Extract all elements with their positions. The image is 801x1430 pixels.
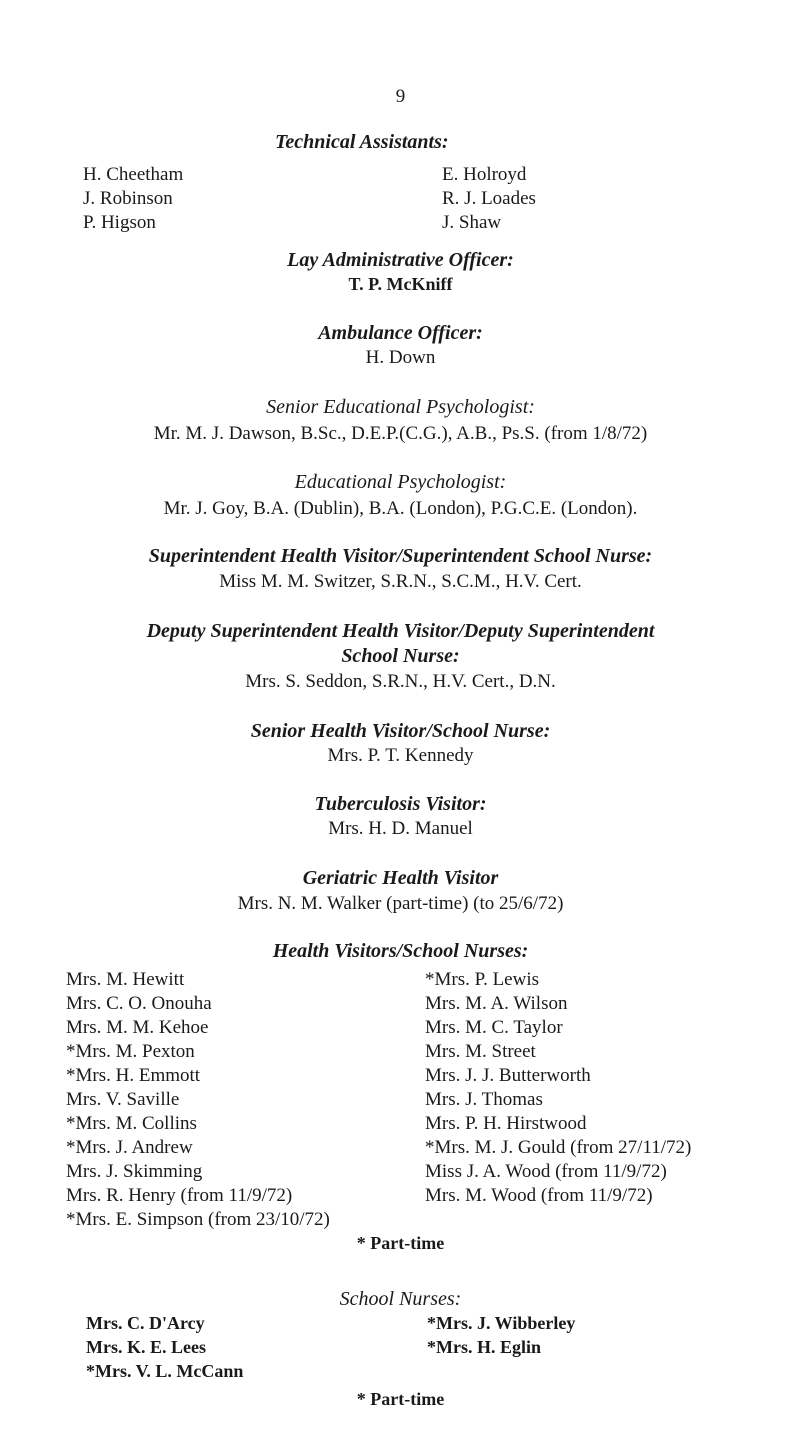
hv-school-nurses-heading: Health Visitors/School Nurses: xyxy=(272,940,529,962)
hv-right-2: Mrs. M. C. Taylor xyxy=(425,1017,563,1038)
geriatric-name: Mrs. N. M. Walker (part-time) (to 25/6/72) xyxy=(237,893,564,914)
senior-psych-name: Mr. M. J. Dawson, B.Sc., D.E.P.(C.G.), A.B., Ps.S. (from 1/8/72) xyxy=(153,423,648,444)
sn-left-0: Mrs. C. D'Arcy xyxy=(86,1313,205,1333)
hv-left-3: *Mrs. M. Pexton xyxy=(66,1041,195,1062)
hv-left-8: Mrs. J. Skimming xyxy=(66,1161,203,1182)
geriatric-heading: Geriatric Health Visitor xyxy=(302,867,499,889)
hv-footnote: * Part-time xyxy=(356,1233,445,1253)
tech-left-0: H. Cheetham xyxy=(83,164,184,185)
hv-right-6: Mrs. P. H. Hirstwood xyxy=(425,1113,587,1134)
technical-assistants-heading: Technical Assistants: xyxy=(275,131,449,153)
hv-left-9: Mrs. R. Henry (from 11/9/72) xyxy=(66,1185,293,1206)
psych-name: Mr. J. Goy, B.A. (Dublin), B.A. (London), P.G.C.E. (London). xyxy=(163,498,638,519)
sn-right-0: *Mrs. J. Wibberley xyxy=(427,1313,576,1333)
hv-left-4: *Mrs. H. Emmott xyxy=(66,1065,201,1086)
hv-right-7: *Mrs. M. J. Gould (from 27/11/72) xyxy=(425,1137,692,1158)
hv-right-8: Miss J. A. Wood (from 11/9/72) xyxy=(425,1161,667,1182)
tb-heading: Tuberculosis Visitor: xyxy=(314,793,487,815)
hv-left-7: *Mrs. J. Andrew xyxy=(66,1137,193,1158)
hv-right-0: *Mrs. P. Lewis xyxy=(425,969,540,990)
hv-right-4: Mrs. J. J. Butterworth xyxy=(425,1065,591,1086)
hv-right-1: Mrs. M. A. Wilson xyxy=(425,993,568,1014)
ambulance-heading: Ambulance Officer: xyxy=(318,322,483,344)
hv-left-10: *Mrs. E. Simpson (from 23/10/72) xyxy=(66,1209,330,1230)
superintendent-heading: Superintendent Health Visitor/Superintendent School Nurse: xyxy=(148,545,653,567)
hv-left-1: Mrs. C. O. Onouha xyxy=(66,993,212,1014)
deputy-heading-line2: School Nurse: xyxy=(341,645,460,667)
senior-hv-heading: Senior Health Visitor/School Nurse: xyxy=(250,720,551,742)
hv-left-0: Mrs. M. Hewitt xyxy=(66,969,185,990)
tech-right-1: R. J. Loades xyxy=(442,188,536,209)
school-nurses-heading: School Nurses: xyxy=(339,1288,462,1310)
hv-left-2: Mrs. M. M. Kehoe xyxy=(66,1017,209,1038)
hv-right-9: Mrs. M. Wood (from 11/9/72) xyxy=(425,1185,653,1206)
tb-name: Mrs. H. D. Manuel xyxy=(328,818,473,839)
hv-right-3: Mrs. M. Street xyxy=(425,1041,536,1062)
hv-left-6: *Mrs. M. Collins xyxy=(66,1113,197,1134)
sn-right-1: *Mrs. H. Eglin xyxy=(427,1337,542,1357)
sn-left-1: Mrs. K. E. Lees xyxy=(86,1337,206,1357)
lay-admin-heading: Lay Administrative Officer: xyxy=(287,249,514,271)
page-number: 9 xyxy=(395,86,406,107)
deputy-name: Mrs. S. Seddon, S.R.N., H.V. Cert., D.N. xyxy=(245,671,556,692)
ambulance-name: H. Down xyxy=(365,347,436,368)
deputy-heading-line1: Deputy Superintendent Health Visitor/Deputy Superintendent xyxy=(146,620,655,642)
hv-right-5: Mrs. J. Thomas xyxy=(425,1089,543,1110)
psych-heading: Educational Psychologist: xyxy=(294,471,507,493)
lay-admin-name: T. P. McKniff xyxy=(348,274,453,294)
senior-hv-name: Mrs. P. T. Kennedy xyxy=(327,745,474,766)
sn-footnote: * Part-time xyxy=(356,1389,445,1409)
sn-left-2: *Mrs. V. L. McCann xyxy=(86,1361,244,1381)
tech-right-0: E. Holroyd xyxy=(442,164,527,185)
hv-left-5: Mrs. V. Saville xyxy=(66,1089,180,1110)
tech-right-2: J. Shaw xyxy=(442,212,502,233)
tech-left-1: J. Robinson xyxy=(83,188,173,209)
superintendent-name: Miss M. M. Switzer, S.R.N., S.C.M., H.V. Cert. xyxy=(219,571,582,592)
tech-left-2: P. Higson xyxy=(83,212,156,233)
senior-psych-heading: Senior Educational Psychologist: xyxy=(266,396,535,418)
